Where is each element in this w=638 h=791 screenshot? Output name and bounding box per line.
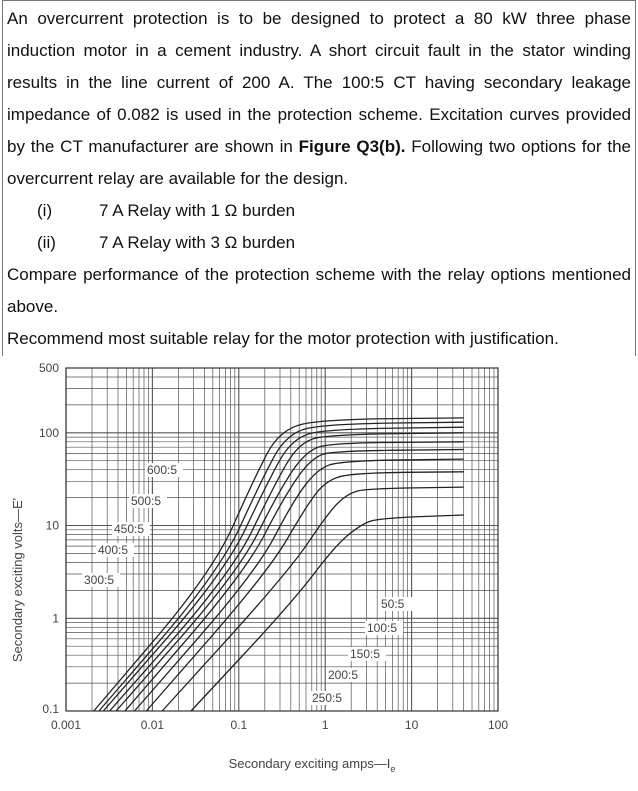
excitation-curves-chart bbox=[0, 356, 638, 786]
y-axis-label: Secondary exciting volts—E' bbox=[10, 497, 25, 663]
question-text-box bbox=[2, 0, 636, 356]
x-tick-label: 0.001 bbox=[50, 718, 82, 732]
option-2-number: (ii) bbox=[37, 233, 56, 252]
x-tick-label: 1 bbox=[321, 718, 329, 732]
excitation-curve-100-5 bbox=[162, 487, 463, 711]
y-tick-label: 10 bbox=[45, 518, 59, 533]
x-axis-label: Secondary exciting $amps—I_e$ bbox=[228, 756, 396, 774]
y-tick-label: 500 bbox=[38, 361, 59, 375]
para1-part2: Following two options for the overcurrent relay are available for the design. bbox=[7, 137, 631, 188]
curve-label-150-5: 150:5 bbox=[350, 647, 381, 661]
curve-label-450-5: 450:5 bbox=[114, 522, 145, 536]
excitation-curves-figure bbox=[0, 356, 638, 786]
option-2 bbox=[7, 227, 631, 259]
curve-label-250-5: 250:5 bbox=[312, 691, 343, 705]
curve-label-50-5: 50:5 bbox=[381, 597, 405, 611]
x-tick-label: 0.1 bbox=[230, 718, 248, 732]
curve-label-600-5: 600:5 bbox=[147, 463, 178, 477]
question-paragraph-3: Recommend most suitable relay for the motor protection with justification. bbox=[7, 329, 559, 348]
curve-label-300-5: 300:5 bbox=[84, 573, 115, 587]
y-tick-label: 1 bbox=[52, 611, 59, 626]
plot-frame bbox=[66, 368, 498, 711]
x-tick-label: 10 bbox=[404, 718, 419, 732]
x-tick-label: 0.01 bbox=[140, 718, 165, 732]
option-1 bbox=[7, 195, 631, 227]
curve-label-400-5: 400:5 bbox=[98, 543, 129, 557]
option-1-text: 7 A Relay with 1 Ω burden bbox=[99, 201, 296, 220]
curve-label-500-5: 500:5 bbox=[131, 494, 162, 508]
x-tick-label: 100 bbox=[487, 718, 509, 732]
question-paragraph-2: Compare performance of the protection scheme with the relay options mentioned above. bbox=[7, 265, 631, 316]
para1-part1: An overcurrent protection is to be designed to protect a 80 kW three phase induction motor in a cement industry. A short circuit fault in the stator winding results in the line current of 200 A. The 100:5 CT having secondary leakage impedance of 0.082 is used in the protection scheme. Excitation curves provided by the CT manufacturer are shown in bbox=[7, 9, 631, 156]
y-tick-label: 100 bbox=[38, 425, 59, 440]
y-tick-label: 0.1 bbox=[42, 702, 59, 716]
figure-reference: Figure Q3(b). bbox=[298, 137, 406, 156]
curve-label-200-5: 200:5 bbox=[328, 668, 359, 682]
excitation-curve-250-5 bbox=[125, 450, 464, 712]
curve-label-100-5: 100:5 bbox=[367, 621, 398, 635]
option-1-number: (i) bbox=[37, 201, 53, 220]
question-paragraph-1 bbox=[7, 3, 631, 195]
option-2-text: 7 A Relay with 3 Ω burden bbox=[99, 233, 296, 252]
